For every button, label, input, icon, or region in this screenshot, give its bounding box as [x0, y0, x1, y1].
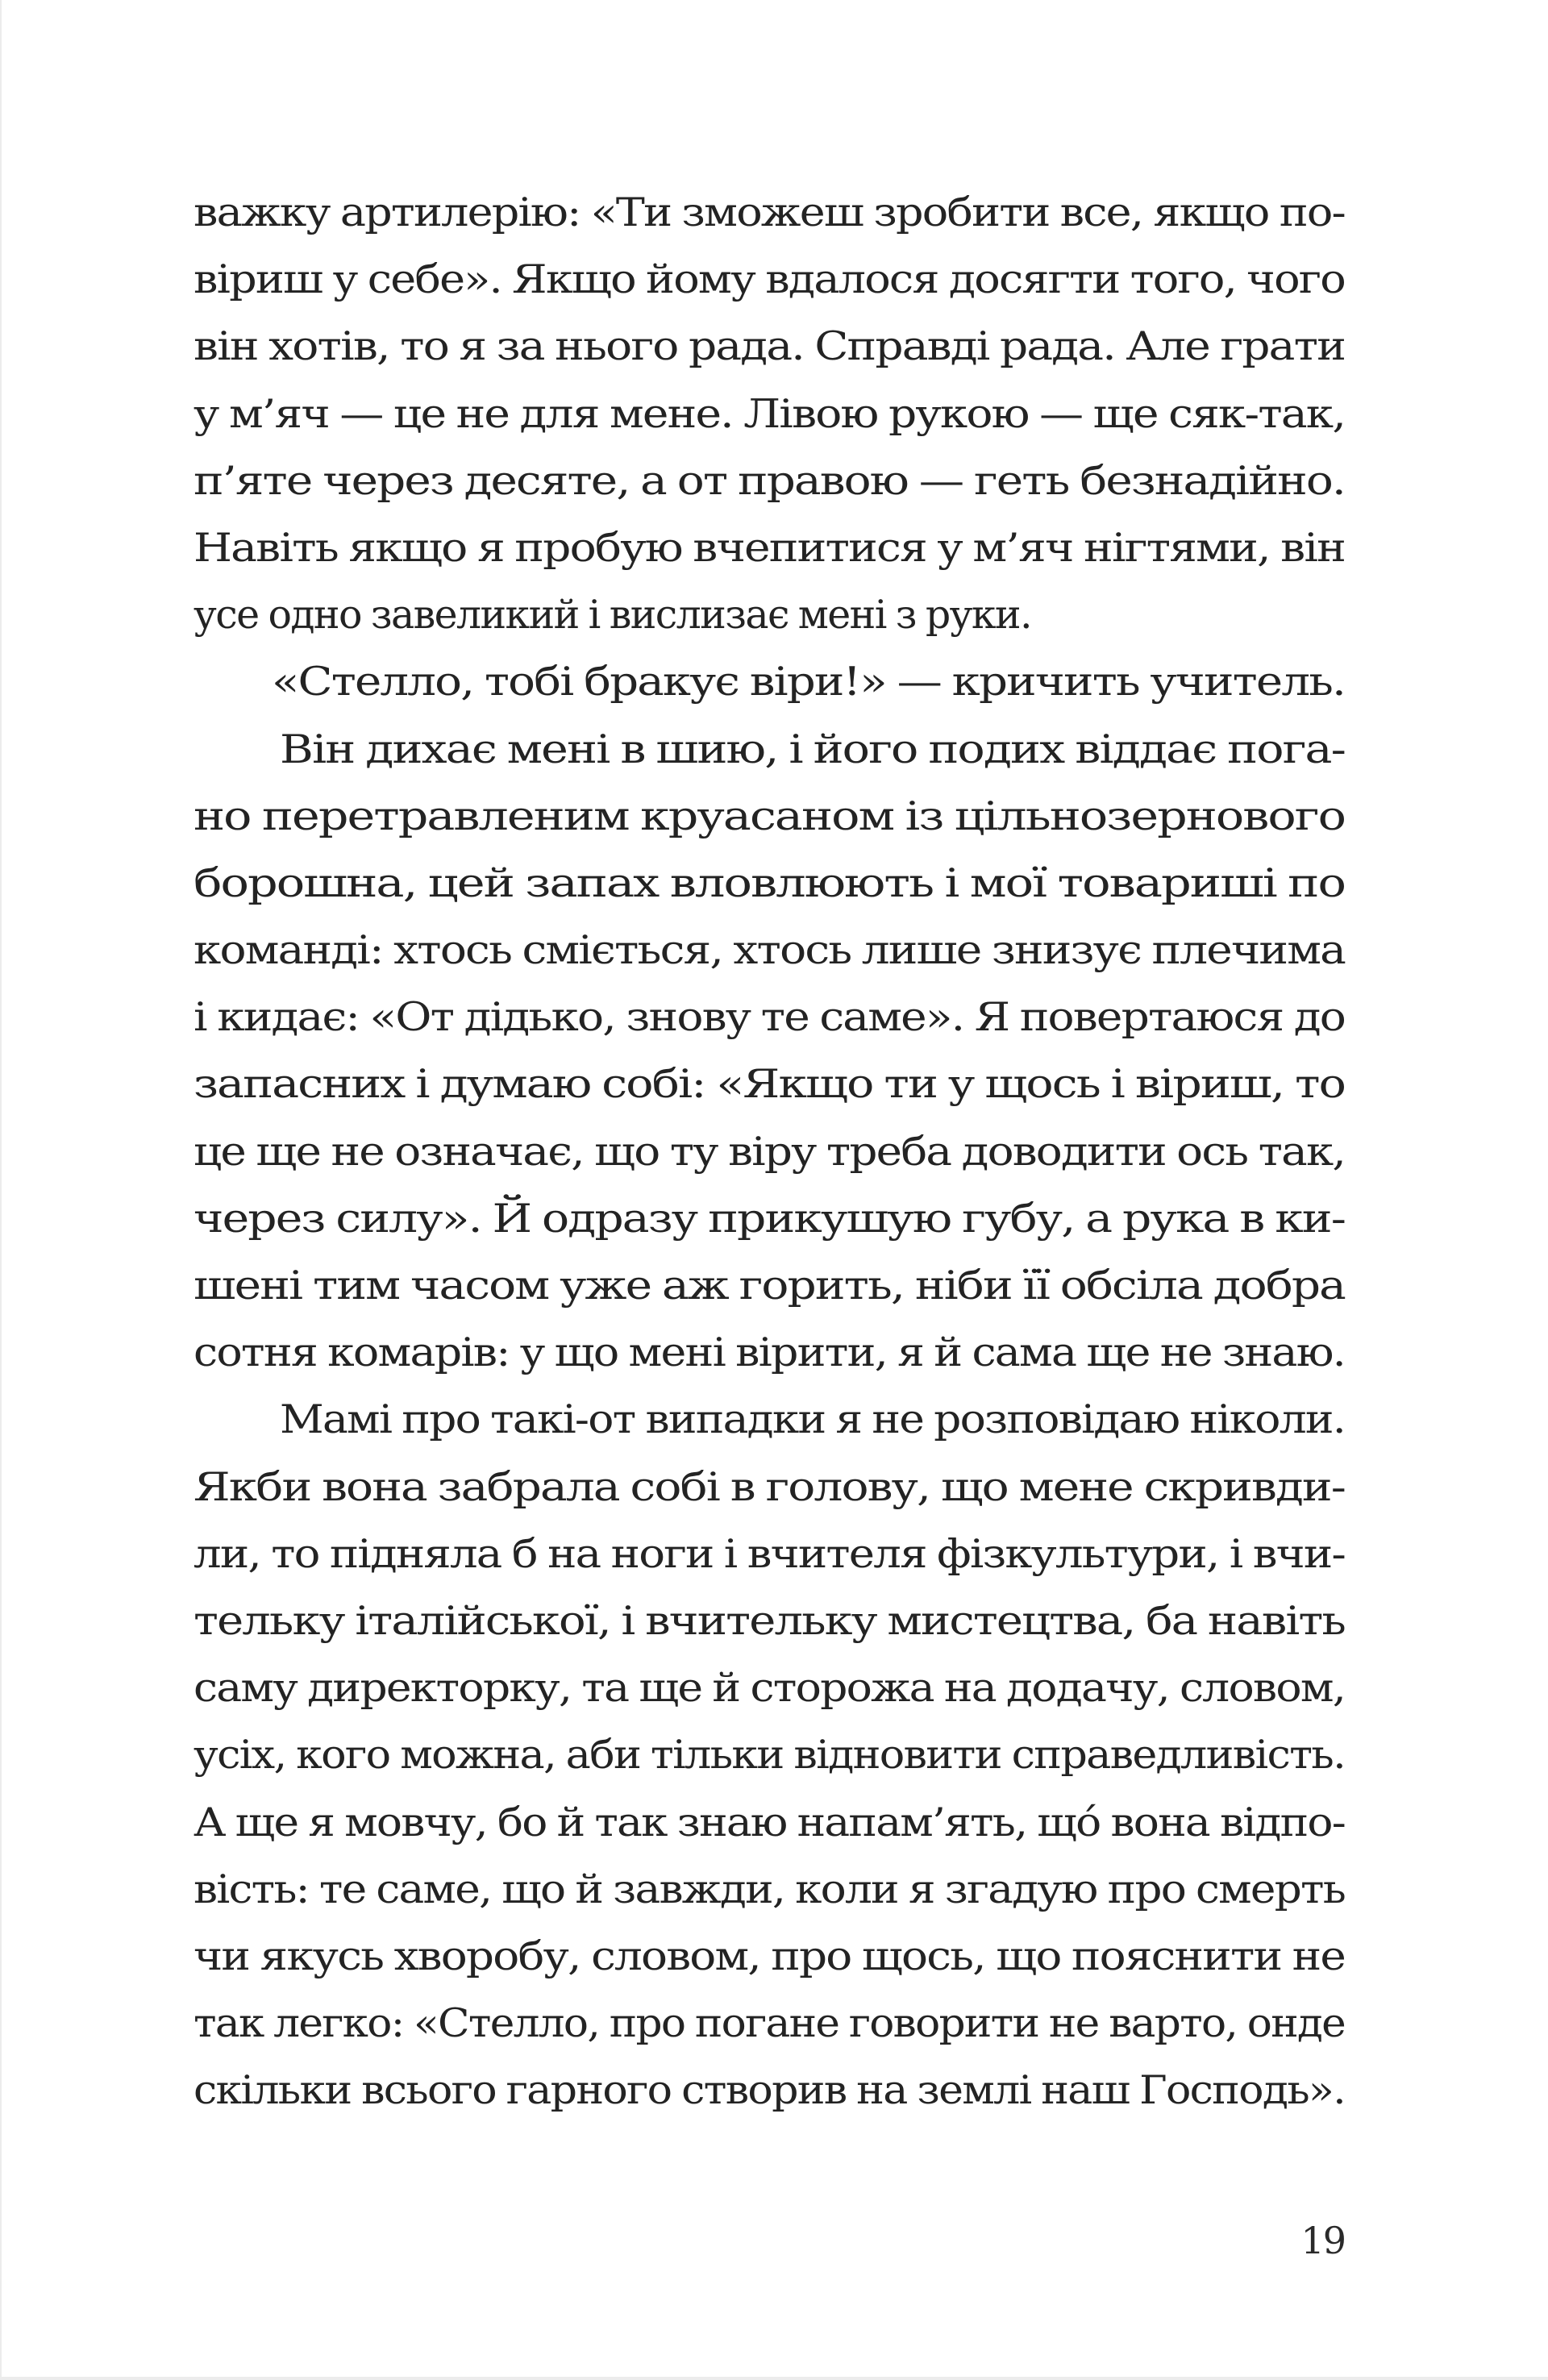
text-line: Якби вона забрала собі в голову, що мене скривди-: [194, 1463, 1345, 1510]
text-line: і кидає: «От дідько, знову те саме». Я повертаюся до: [194, 994, 1345, 1041]
text-line-paragraph-start: Він дихає мені в шию, і його подих віддає пога-: [280, 726, 1345, 772]
text-line: сотня комарів: у що мені вірити, я й сама ще не знаю.: [194, 1329, 1345, 1376]
text-line: но перетравленим круасаном із цільнозернового: [194, 793, 1345, 839]
text-line: Навіть якщо я пробую вчепитися у м’яч нігтями, він: [194, 524, 1345, 571]
text-line: борошна, цей запах вловлюють і мої товариші по: [194, 859, 1345, 906]
page-number: 19: [1300, 2219, 1345, 2262]
text-line: п’яте через десяте, а от правою — геть безнадійно.: [194, 457, 1345, 504]
text-line: скільки всього гарного створив на землі наш Господь».: [194, 2067, 1345, 2114]
text-line: віриш у себе». Якщо йому вдалося досягти того, чого: [194, 256, 1345, 303]
text-line: А ще я мовчу, бо й так знаю напам’ять, щó вона відпо-: [194, 1799, 1345, 1845]
text-line: усіх, кого можна, аби тільки відновити справедливість.: [194, 1732, 1345, 1779]
text-line: це ще не означає, що ту віру треба доводити ось так,: [194, 1128, 1345, 1175]
text-line: ли, то підняла б на ноги і вчителя фізкультури, і вчи-: [194, 1530, 1345, 1577]
text-line: важку артилерію: «Ти зможеш зробити все, якщо по-: [194, 189, 1345, 235]
text-line: вість: те саме, що й завжди, коли я згадую про смерть: [194, 1866, 1346, 1912]
text-line: через силу». Й одразу прикушую губу, а рука в ки-: [194, 1195, 1345, 1242]
text-line: у м’яч — це не для мене. Лівою рукою — ще сяк-так,: [194, 390, 1345, 437]
text-line-paragraph-start: «Стелло, тобі бракує віри!» — кричить учитель.: [272, 659, 1345, 705]
text-line: запасних і думаю собі: «Якщо ти у щось і віриш, то: [194, 1061, 1345, 1108]
text-line: тельку італійської, і вчительку мистецтва, ба навіть: [194, 1597, 1345, 1644]
text-line-paragraph-start: Мамі про такі-от випадки я не розповідаю ніколи.: [280, 1396, 1345, 1443]
text-line: так легко: «Стелло, про погане говорити не варто, онде: [194, 2000, 1345, 2047]
text-line: чи якусь хворобу, словом, про щось, що пояснити не: [194, 1933, 1346, 1979]
text-line: шені тим часом уже аж горить, ніби її обсіла добра: [194, 1263, 1345, 1309]
text-line: він хотів, то я за нього рада. Справді рада. Але грати: [194, 323, 1345, 370]
text-line: команді: хтось сміється, хтось лише знизує плечима: [194, 927, 1345, 974]
body-text: [194, 179, 1345, 2124]
text-line: усе одно завеликий і вислизає мені з руки.: [194, 592, 1031, 639]
text-line: саму директорку, та ще й сторожа на додачу, словом,: [194, 1665, 1346, 1712]
